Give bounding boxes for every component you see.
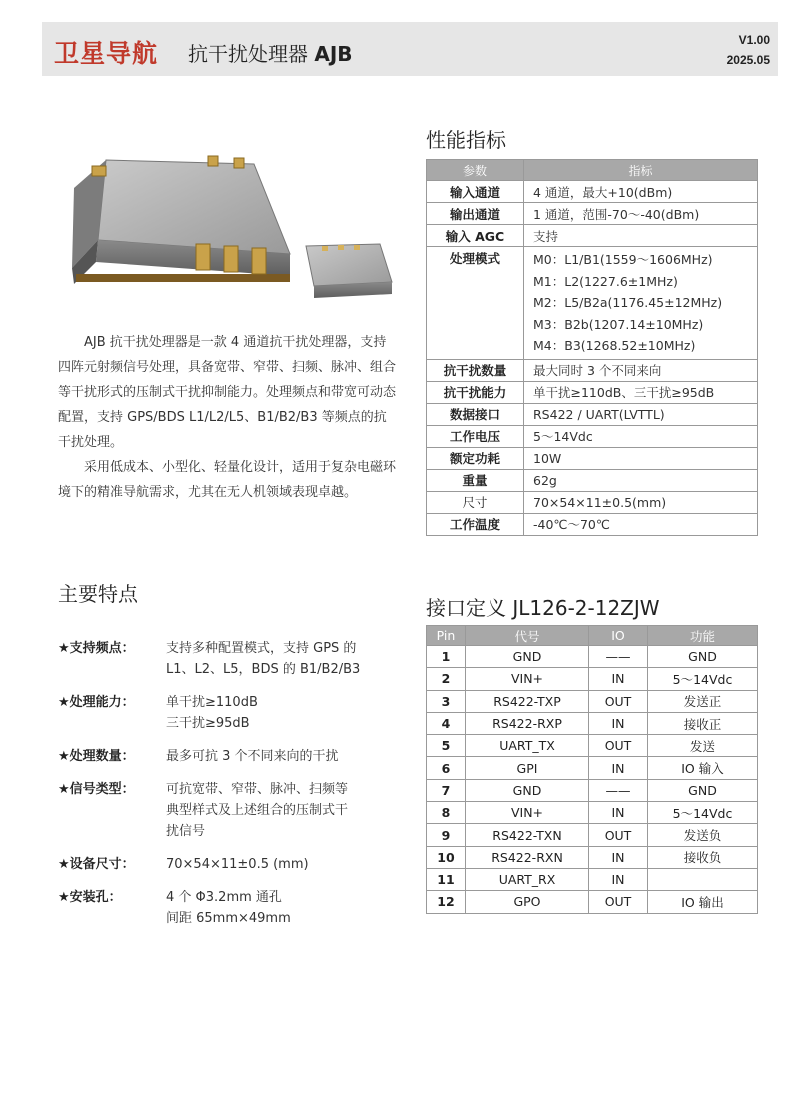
- feature-value: [166, 887, 398, 929]
- param-name: 输出通道: [427, 203, 524, 225]
- interface-body: [427, 646, 758, 914]
- param-value: -40℃～70℃: [524, 513, 758, 535]
- param-name: 工作温度: [427, 513, 524, 535]
- table-row: [427, 802, 758, 824]
- pin-code: GPI: [466, 757, 589, 779]
- pin-io: ——: [589, 646, 648, 668]
- interface-title: 接口定义 JL126-2-12ZJW: [426, 596, 660, 620]
- feature-key: ★设备尺寸：: [58, 857, 135, 872]
- table-row: [427, 690, 758, 712]
- pin-function: 5～14Vdc: [648, 668, 758, 690]
- pin-code: RS422-RXN: [466, 846, 589, 868]
- feature-key: ★支持频点：: [58, 641, 135, 656]
- param-name: 尺寸: [427, 491, 524, 513]
- feature-key: ★信号类型：: [58, 782, 135, 797]
- list-item: [58, 779, 398, 842]
- param-value: 10W: [524, 447, 758, 469]
- pin-number: 3: [427, 690, 466, 712]
- table-row: [427, 712, 758, 734]
- table-row: [427, 247, 758, 360]
- feature-line: 最多可抗 3 个不同来向的干扰: [166, 749, 339, 764]
- list-item: [58, 854, 398, 875]
- param-value: RS422 / UART(LVTTL): [524, 403, 758, 425]
- table-row: [427, 846, 758, 868]
- list-item: [58, 692, 398, 734]
- header-bar: [42, 22, 778, 76]
- header-function: 功能: [648, 626, 758, 646]
- product-code: AJB: [314, 42, 353, 66]
- param-value: 单干扰≥110dB、三干扰≥95dB: [524, 381, 758, 403]
- intro-text: [58, 330, 398, 505]
- table-row: [427, 447, 758, 469]
- feature-line: 4 个 Φ3.2mm 通孔: [166, 890, 282, 905]
- table-row: [427, 891, 758, 913]
- pin-io: ——: [589, 779, 648, 801]
- interface-table: [426, 625, 758, 914]
- table-row: [427, 181, 758, 203]
- table-row: [427, 668, 758, 690]
- table-row: [427, 381, 758, 403]
- param-value: 70×54×11±0.5(mm): [524, 491, 758, 513]
- mode-line: M4：B3(1268.52±10MHz): [533, 338, 696, 353]
- param-name: 数据接口: [427, 403, 524, 425]
- pin-number: 11: [427, 868, 466, 890]
- pin-number: 4: [427, 712, 466, 734]
- pin-code: RS422-TXP: [466, 690, 589, 712]
- feature-line: 支持多种配置模式，支持 GPS 的: [166, 641, 357, 656]
- product-name: 抗干扰处理器: [188, 42, 308, 66]
- pin-io: IN: [589, 802, 648, 824]
- table-row: [427, 359, 758, 381]
- table-row: [427, 513, 758, 535]
- feature-value: [166, 746, 398, 767]
- features-list: [58, 638, 398, 941]
- intro-paragraph-1: AJB 抗干扰处理器是一款 4 通道抗干扰处理器，支持四阵元射频信号处理，具备宽带、窄带、扫频、脉冲、组合等干扰形式的压制式干扰抑制能力。处理频点和带宽可动态配置，支持 GPS/BDS L1/L2/L5、B1/B2/B3 等频点的抗干扰处理。: [58, 335, 397, 450]
- feature-line: 可抗宽带、窄带、脉冲、扫频等: [166, 782, 349, 797]
- pin-function: IO 输出: [648, 891, 758, 913]
- pin-number: 2: [427, 668, 466, 690]
- table-row: [427, 735, 758, 757]
- pin-code: GND: [466, 779, 589, 801]
- pin-function: 接收正: [648, 712, 758, 734]
- param-name: 重量: [427, 469, 524, 491]
- list-item: [58, 746, 398, 767]
- pin-code: UART_RX: [466, 868, 589, 890]
- version-date: 2025.05: [726, 53, 770, 67]
- param-value: 支持: [524, 225, 758, 247]
- pin-code: GND: [466, 646, 589, 668]
- version-block: [727, 30, 770, 70]
- table-row: [427, 469, 758, 491]
- pin-code: RS422-RXP: [466, 712, 589, 734]
- header-spec: 指标: [524, 160, 758, 181]
- feature-line: 典型样式及上述组合的压制式干: [166, 803, 349, 818]
- table-row: [427, 868, 758, 890]
- feature-line: 间距 65mm×49mm: [166, 911, 291, 926]
- pin-function: GND: [648, 646, 758, 668]
- product-title: [188, 38, 353, 67]
- mode-line: M0：L1/B1(1559～1606MHz): [533, 252, 713, 267]
- pin-function: IO 输入: [648, 757, 758, 779]
- feature-value: [166, 638, 398, 680]
- pin-io: OUT: [589, 824, 648, 846]
- pin-code: GPO: [466, 891, 589, 913]
- param-name: 抗干扰能力: [427, 381, 524, 403]
- list-item: [58, 887, 398, 929]
- pin-function: 5～14Vdc: [648, 802, 758, 824]
- table-row: [427, 225, 758, 247]
- pin-io: IN: [589, 868, 648, 890]
- table-row: [427, 779, 758, 801]
- param-value: 最大同时 3 个不同来向: [524, 359, 758, 381]
- pin-number: 12: [427, 891, 466, 913]
- brand-title: 卫星导航: [54, 39, 159, 68]
- pin-function: 发送负: [648, 824, 758, 846]
- feature-line: 三干扰≥95dB: [166, 716, 250, 731]
- param-name: 输入通道: [427, 181, 524, 203]
- param-name: 额定功耗: [427, 447, 524, 469]
- feature-value: [166, 692, 398, 734]
- table-row: [427, 203, 758, 225]
- pin-io: OUT: [589, 735, 648, 757]
- pin-code: VIN+: [466, 802, 589, 824]
- intro-paragraph-2: 采用低成本、小型化、轻量化设计，适用于复杂电磁环境下的精准导航需求，尤其在无人机领域表现卓越。: [58, 460, 397, 500]
- interface-header-row: [427, 626, 758, 646]
- pin-function: 接收负: [648, 846, 758, 868]
- mode-line: M2：L5/B2a(1176.45±12MHz): [533, 295, 723, 310]
- pin-function: 发送正: [648, 690, 758, 712]
- pin-number: 7: [427, 779, 466, 801]
- mode-line: M1：L2(1227.6±1MHz): [533, 273, 678, 289]
- pin-code: UART_TX: [466, 735, 589, 757]
- param-value: 1 通道，范围-70～-40(dBm): [524, 203, 758, 225]
- table-row: [427, 646, 758, 668]
- param-value: 4 通道，最大+10(dBm): [524, 181, 758, 203]
- pin-number: 6: [427, 757, 466, 779]
- pin-function: GND: [648, 779, 758, 801]
- param-value: 5～14Vdc: [524, 425, 758, 447]
- pin-number: 8: [427, 802, 466, 824]
- pin-number: 10: [427, 846, 466, 868]
- feature-line: L1、L2、L5，BDS 的 B1/B2/B3: [166, 662, 361, 677]
- pin-io: OUT: [589, 891, 648, 913]
- feature-key: ★处理能力：: [58, 695, 135, 710]
- pin-io: IN: [589, 757, 648, 779]
- pin-function: [648, 868, 758, 890]
- header-pin: Pin: [427, 626, 466, 646]
- feature-key: ★安装孔：: [58, 890, 122, 905]
- feature-value: [166, 854, 398, 875]
- pin-io: OUT: [589, 690, 648, 712]
- header-param: 参数: [427, 160, 524, 181]
- header-io: IO: [589, 626, 648, 646]
- param-value: 62g: [524, 469, 758, 491]
- table-row: [427, 425, 758, 447]
- header-code: 代号: [466, 626, 589, 646]
- pin-number: 1: [427, 646, 466, 668]
- pin-io: IN: [589, 712, 648, 734]
- feature-line: 扰信号: [166, 824, 206, 839]
- pin-number: 9: [427, 824, 466, 846]
- feature-value: [166, 779, 398, 842]
- pin-function: 发送: [648, 735, 758, 757]
- param-name: 输入 AGC: [427, 225, 524, 247]
- param-value-modes: [524, 247, 758, 360]
- product-photo: [58, 148, 400, 308]
- pin-io: IN: [589, 668, 648, 690]
- feature-line: 70×54×11±0.5 (mm): [166, 857, 309, 872]
- param-name: 抗干扰数量: [427, 359, 524, 381]
- performance-table: [426, 159, 758, 536]
- param-name: 工作电压: [427, 425, 524, 447]
- feature-key: ★处理数量：: [58, 749, 135, 764]
- pin-code: VIN+: [466, 668, 589, 690]
- table-row: [427, 491, 758, 513]
- table-row: [427, 403, 758, 425]
- list-item: [58, 638, 398, 680]
- pin-code: RS422-TXN: [466, 824, 589, 846]
- features-title: 主要特点: [58, 582, 138, 606]
- table-row: [427, 757, 758, 779]
- version-number: V1.00: [738, 33, 770, 47]
- performance-title: 性能指标: [426, 128, 506, 152]
- table-row: [427, 824, 758, 846]
- mode-line: M3：B2b(1207.14±10MHz): [533, 316, 704, 332]
- performance-header-row: [427, 160, 758, 181]
- feature-line: 单干扰≥110dB: [166, 695, 258, 710]
- param-name: 处理模式: [427, 247, 524, 360]
- pin-number: 5: [427, 735, 466, 757]
- pin-io: IN: [589, 846, 648, 868]
